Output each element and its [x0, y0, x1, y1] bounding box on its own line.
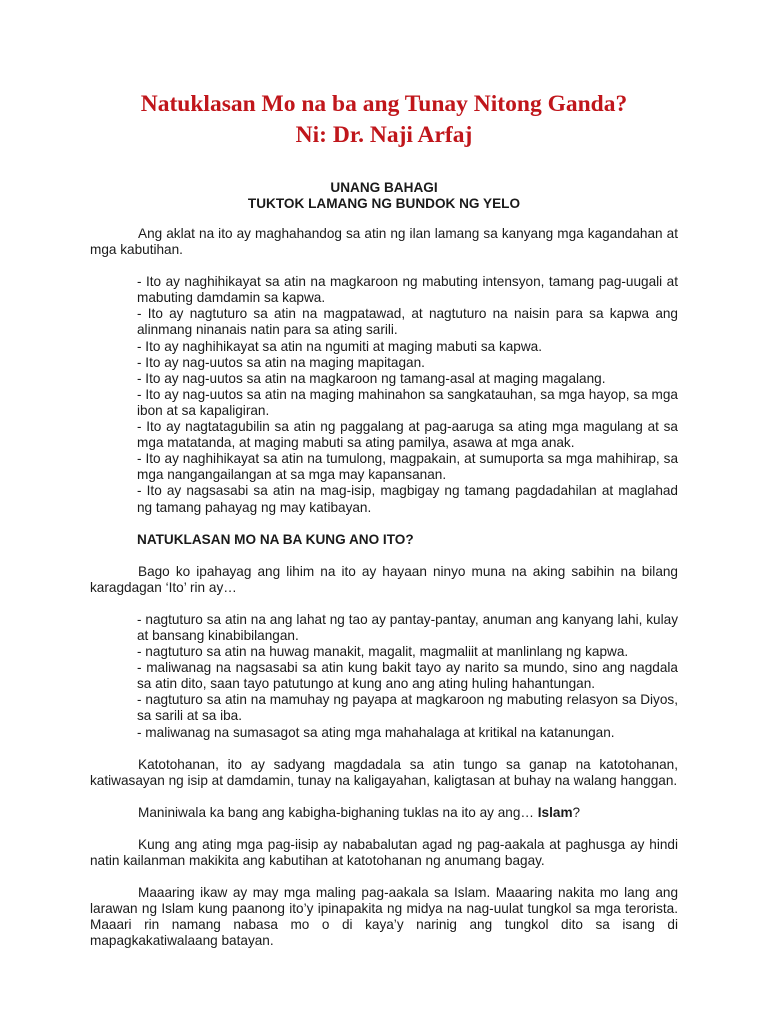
qualities-list — [137, 274, 678, 515]
part-subtitle: TUKTOK LAMANG NG BUNDOK NG YELO — [247, 196, 521, 211]
list-item: - nagtuturo sa atin na ang lahat ng tao ay pantay-pantay, anuman ang kanyang lahi, kulay at bansang kinabibilangan. — [137, 611, 678, 643]
believe-paragraph — [90, 805, 678, 821]
believe-end: ? — [572, 804, 581, 820]
list-item: - Ito ay nag-uutos sa atin na maging mahinahon sa sangkatauhan, sa mga hayop, sa mga ibon at sa kapaligiran. — [137, 386, 678, 418]
misconceptions-paragraph: Maaaring ikaw ay may mga maling pag-aakala sa Islam. Maaaring nakita mo lang ang larawan ng Islam kung paanong ito’y ipinapakita ng midya na nag-uulat tungkol sa mga terorista. Maaari rin namang nabasa mo o di kaya’y narinig ang tungkol dito sa isang di mapagkakatiwalaang batayan. — [90, 885, 678, 949]
author-line: Ni: Dr. Naji Arfaj — [295, 122, 473, 148]
list-item: - Ito ay nagtatagubilin sa atin ng paggalang at pag-aaruga sa ating mga magulang at sa mga matatanda, at maging mabuti sa ating pamilya, asawa at mga anak. — [137, 419, 678, 451]
section-heading: NATUKLASAN MO NA BA KUNG ANO ITO? — [137, 531, 414, 547]
thoughts-paragraph: Kung ang ating mga pag-iisip ay nababalutan agad ng pag-aakala at paghusga ay hindi natin kailanman makikita ang kabutihan at katotohanan ng anumang bagay. — [90, 836, 678, 868]
title-block — [90, 0, 678, 151]
believe-text: Maniniwala ka bang ang kabigha-bighaning tuklas na ito ay ang… — [138, 804, 538, 820]
list-item: - Ito ay nag-uutos sa atin na maging mapitagan. — [137, 354, 425, 370]
intro-paragraph: Ang aklat na ito ay maghahandog sa atin ng ilan lamang sa kanyang mga kagandahan at mga kabutihan. — [90, 226, 678, 258]
document-body — [90, 212, 678, 949]
list-item: - maliwanag na sumasagot sa ating mga mahahalaga at kritikal na katanungan. — [137, 724, 615, 740]
part-heading — [90, 180, 678, 212]
list-item: - Ito ay nagsasabi sa atin na mag-isip, magbigay ng tamang pagdadahilan at maglahad ng tamang pahayag ng may katibayan. — [137, 483, 678, 515]
part-label: UNANG BAHAGI — [330, 180, 438, 195]
truth-paragraph: Katotohanan, ito ay sadyang magdadala sa atin tungo sa ganap na katotohanan, katiwasayan ng isip at damdamin, tunay na kaligayahan, kaligtasan at buhay na walang hanggan. — [90, 756, 678, 788]
list-item: - nagtuturo sa atin na mamuhay ng payapa at magkaroon ng mabuting relasyon sa Diyos, sa sarili at sa iba. — [137, 692, 678, 724]
list-item: - Ito ay nagtuturo sa atin na magpatawad, at nagtuturo na naisin para sa kapwa ang alinmang ninanais natin para sa ating sarili. — [137, 306, 678, 338]
document-title: Natuklasan Mo na ba ang Tunay Nitong Ganda? — [140, 91, 628, 117]
list-item: - nagtuturo sa atin na huwag manakit, magalit, magmaliit at manlinlang ng kapwa. — [137, 644, 629, 660]
list-item: - Ito ay naghihikayat sa atin na ngumiti at maging mabuti sa kapwa. — [137, 338, 543, 354]
teachings-list — [137, 612, 678, 741]
list-item: - Ito ay nag-uutos sa atin na magkaroon ng tamang-asal at maging magalang. — [137, 370, 606, 386]
list-item: - maliwanag na nagsasabi sa atin kung bakit tayo ay narito sa mundo, sino ang nagdala sa atin dito, saan tayo patutungo at kung ano ang ating huling hahantungan. — [137, 660, 678, 692]
list-item: - Ito ay naghihikayat sa atin na tumulong, magpakain, at sumuporta sa mga mahihirap, sa mga nangangailangan at sa mga may kapansanan. — [137, 451, 678, 483]
section-intro-paragraph: Bago ko ipahayag ang lihim na ito ay hayaan ninyo muna na aking sabihin na bilang karagdagan ‘Ito’ rin ay… — [90, 563, 678, 595]
islam-word: Islam — [537, 804, 573, 820]
list-item: - Ito ay naghihikayat sa atin na magkaroon ng mabuting intensyon, tamang pag-uugali at mabuting damdamin sa kapwa. — [137, 274, 678, 306]
